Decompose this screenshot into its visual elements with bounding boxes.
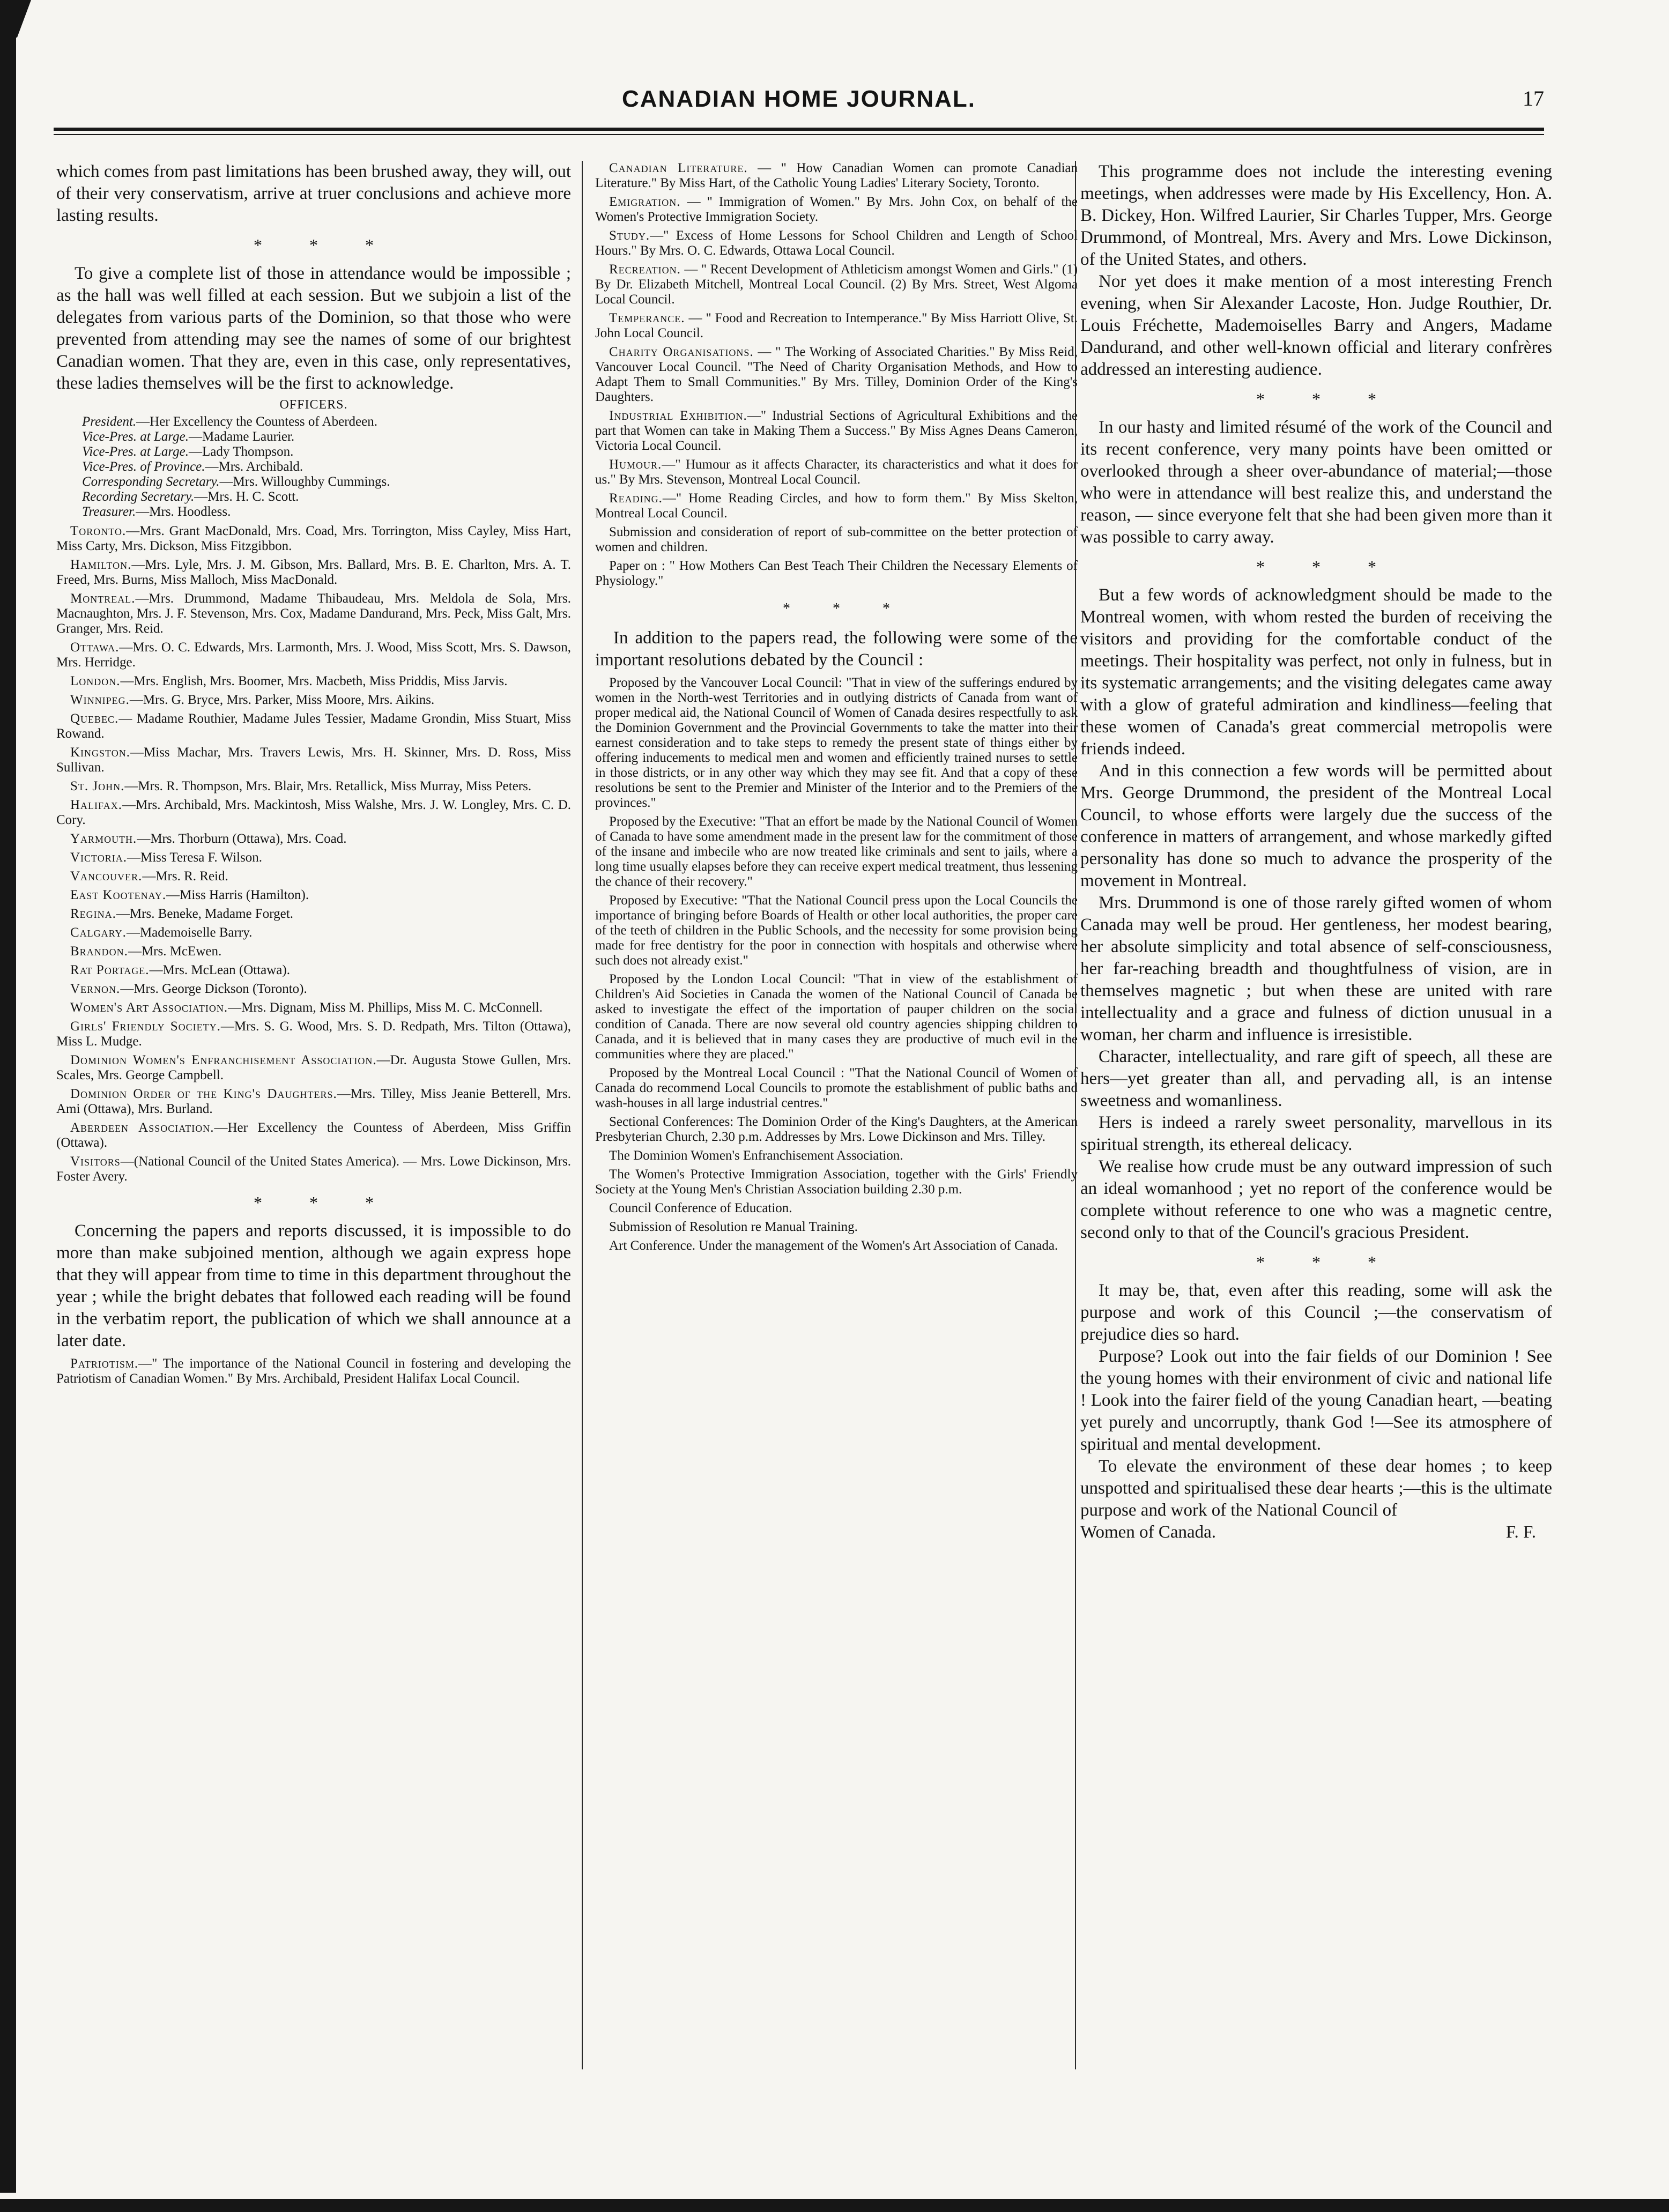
officer-entry: [56, 444, 571, 459]
delegate-names: —Mrs. Drummond, Madame Thibaudeau, Mrs. Meldola de Sola, Mrs. Macnaughton, Mrs. J. F. Stevenson, Mrs. Cox, Madame Dandurand, Mrs. Peck, Miss Galt, Mrs. Granger, Mrs. Reid.: [56, 591, 571, 636]
officer-name: —Lady Thompson.: [189, 444, 294, 459]
officer-role: President.: [82, 414, 137, 429]
delegate-names: —Mrs. Tilley, Miss Jeanie Betterell, Mrs. Ami (Ottawa), Mrs. Burland.: [56, 1087, 571, 1116]
column-middle: [595, 161, 1078, 2075]
delegate-city: Vernon.: [70, 982, 121, 996]
delegate-city: St. John.: [70, 779, 125, 793]
paper-text: —" The importance of the National Council in fostering and developing the Patriotism of Canadian Women." By Mrs. Archibald, President Halifax Local Council.: [56, 1356, 571, 1386]
officer-entry: [56, 504, 571, 519]
delegate-city: Halifax.: [70, 798, 122, 812]
delegate-names: —Mrs. George Dickson (Toronto).: [120, 982, 307, 996]
delegate-city: Kingston.: [70, 745, 130, 760]
delegate-names: —Mrs. S. G. Wood, Mrs. S. D. Redpath, Mrs. Tilton (Ottawa), Miss L. Mudge.: [56, 1019, 571, 1049]
officer-role: Vice-Pres. at Large.: [82, 429, 189, 444]
officer-role: Corresponding Secretary.: [82, 474, 220, 489]
delegate-names: —(National Council of the United States America). — Mrs. Lowe Dickinson, Mrs. Foster Avery.: [56, 1154, 571, 1184]
papers-list: [595, 161, 1078, 521]
paper-text: —" Excess of Home Lessons for School Children and Length of School Hours." By Mrs. O. C. Edwards, Ottawa Local Council.: [595, 228, 1078, 258]
section-separator: * * *: [1256, 389, 1398, 409]
paragraph: It may be, that, even after this reading, some will ask the purpose and work of this Council ;—the conservatism of prejudice dies so hard.: [1080, 1281, 1552, 1344]
paper-text: — " Recent Development of Athleticism amongst Women and Girls." (1) By Dr. Elizabeth Mitchell, Montreal Local Council. (2) By Mrs. Street, West Algoma Local Council.: [595, 262, 1078, 307]
delegate-names: —Mrs. R. Reid.: [142, 869, 228, 884]
resolution-entry: Proposed by the Montreal Local Council : "That the National Council of Women of Canada do recommend Local Councils to promote the establishment of public baths and wash-houses in all large industrial centres.": [595, 1066, 1078, 1110]
conference-entry: The Women's Protective Immigration Association, together with the Girls' Friendly Society at the Young Men's Christian Association building 2.30 p.m.: [595, 1167, 1078, 1197]
delegate-entry: [56, 1000, 571, 1015]
delegate-city: Toronto.: [70, 524, 127, 538]
delegate-entry: [56, 558, 571, 588]
page-number: 17: [1523, 86, 1544, 110]
delegate-names: —Dr. Augusta Stowe Gullen, Mrs. Scales, Mrs. George Campbell.: [56, 1053, 571, 1082]
paragraph: But a few words of acknowledgment should be made to the Montreal women, with whom rested the burden of receiving the visitors and providing for the comfortable conduct of the meetings. Their hospitality was perfect, not only in fulness, but in its systematic arrangements; and the visiting delegates came away with a glow of grateful admiration and kindliness—feeling that these women of Canada's great commercial metropolis were friends indeed.: [1080, 585, 1552, 759]
paragraph: Nor yet does it make mention of a most interesting French evening, when Sir Alexander Lacoste, Hon. Judge Routhier, Dr. Louis Fréchette, Mademoiselles Barry and Angers, Madame Dandurand, and other well-known official and literary confrères addressed an interesting audience.: [1080, 272, 1552, 379]
delegate-entry: [56, 674, 571, 689]
paper-entry: [56, 1356, 571, 1386]
delegate-city: Quebec.: [70, 711, 119, 726]
paper-heading: Temperance.: [609, 311, 685, 325]
delegate-city: Winnipeg.: [70, 693, 130, 707]
column-right: [1080, 161, 1552, 2075]
delegate-city: London.: [70, 674, 121, 688]
officer-name: —Mrs. H. C. Scott.: [194, 489, 299, 504]
delegate-names: —Miss Teresa F. Wilson.: [127, 850, 262, 865]
delegate-entry: [56, 779, 571, 794]
resolution-entry: Proposed by the Executive: "That an effort be made by the National Council of Women of Canada to have some amendment made in the present law for the commitment of those of the insane and imbecile who are now treated like criminals and sent to jails, where a long time usually elapses before they can receive expert medical treatment, thus lessening the chance of their recovery.": [595, 814, 1078, 889]
section-separator: * * *: [783, 600, 909, 617]
paper-heading: Industrial Exhibition.: [609, 409, 747, 423]
delegate-names: —Mrs. Dignam, Miss M. Phillips, Miss M. C. McConnell.: [228, 1000, 543, 1015]
paragraph: This programme does not include the interesting evening meetings, when addresses were made by His Excellency, Hon. A. B. Dickey, Hon. Wilfred Laurier, Sir Charles Tupper, Mrs. George Drummond, of Montreal, Mrs. Avery and Mrs. Lowe Dickinson, of the United States, and others.: [1080, 162, 1552, 269]
sectional-conferences: [595, 1115, 1078, 1253]
paper-heading: Emigration.: [609, 195, 681, 209]
paper-heading: Reading.: [609, 491, 663, 506]
paragraph: To elevate the environment of these dear homes ; to keep unspotted and spiritualised these dear hearts ;—this is the ultimate purpose and work of the National Council of: [1080, 1457, 1552, 1520]
column-divider: [582, 161, 583, 2069]
paper-entry: [595, 409, 1078, 454]
delegate-entry: [56, 888, 571, 903]
paper-entry: [595, 228, 1078, 258]
delegate-names: —Mrs. Archibald, Mrs. Mackintosh, Miss Walshe, Mrs. J. W. Longley, Mrs. C. D. Cory.: [56, 798, 571, 827]
delegate-entry: [56, 832, 571, 847]
officer-role: Recording Secretary.: [82, 489, 195, 504]
paragraph: In our hasty and limited résumé of the work of the Council and its recent conference, very many points have been omitted or overlooked through a sheer over-abundance of material;—those who were in attendance will best realize this, and understand the reason, — since everyone felt that she had been given more than it was possible to carry away.: [1080, 418, 1552, 547]
delegate-entry: [56, 1019, 571, 1049]
officer-name: —Mrs. Hoodless.: [136, 504, 231, 519]
paragraph: Purpose? Look out into the fair fields of our Dominion ! See the young homes with their environment of civic and national life ! Look into the fairer field of the young Canadian heart, —beating yet purely and uncorruptly, thank God !—See its atmosphere of spiritual and mental development.: [1080, 1347, 1552, 1454]
delegate-names: —Mrs. O. C. Edwards, Mrs. Larmonth, Mrs. J. Wood, Miss Scott, Mrs. S. Dawson, Mrs. Herridge.: [56, 640, 571, 670]
paper-heading: Recreation.: [609, 262, 681, 277]
paragraph: which comes from past limitations has been brushed away, they will, out of their very conservatism, arrive at truer conclusions and achieve more lasting results.: [56, 162, 571, 225]
delegate-entry: [56, 640, 571, 670]
delegate-city: Rat Portage.: [70, 963, 150, 977]
paper-text: —" Humour as it affects Character, its characteristics and what it does for us." By Mrs. Stevenson, Montreal Local Council.: [595, 457, 1078, 487]
delegate-names: —Her Excellency the Countess of Aberdeen, Miss Griffin (Ottawa).: [56, 1120, 571, 1150]
section-separator: * * *: [254, 1193, 395, 1212]
delegate-names: —Mademoiselle Barry.: [126, 925, 253, 940]
delegate-city: Vancouver.: [70, 869, 143, 884]
binding-edge: [0, 21, 16, 2193]
delegate-entry: [56, 524, 571, 554]
delegate-entry: [56, 869, 571, 884]
officers-heading: OFFICERS.: [279, 398, 348, 412]
delegate-city: Montreal.: [70, 591, 136, 606]
officer-entry: [56, 414, 571, 429]
paragraph: Character, intellectuality, and rare gift of speech, all these are hers—yet greater than all, and pervading all, is an intense sweetness and womanliness.: [1080, 1047, 1552, 1110]
officer-entry: [56, 489, 571, 504]
delegate-entry: [56, 925, 571, 940]
paragraph: Hers is indeed a rarely sweet personality, marvellous in its spiritual strength, its ethereal delicacy.: [1080, 1113, 1552, 1154]
delegate-entry: [56, 745, 571, 775]
paper-text: — " Immigration of Women." By Mrs. John Cox, on behalf of the Women's Protective Immigration Society.: [595, 195, 1078, 224]
delegate-city: Dominion Women's Enfranchisement Association.: [70, 1053, 377, 1067]
delegate-entry: [56, 907, 571, 922]
delegate-city: East Kootenay.: [70, 888, 167, 902]
delegate-entry: [56, 850, 571, 865]
paper-text: — " How Canadian Women can promote Canadian Literature." By Miss Hart, of the Catholic Young Ladies' Literary Society, Toronto.: [595, 161, 1078, 190]
delegate-entry: [56, 982, 571, 997]
officer-entry: [56, 474, 571, 489]
delegate-city: Calgary.: [70, 925, 127, 940]
paper-entry: [595, 161, 1078, 191]
delegate-names: —Mrs. McLean (Ottawa).: [149, 963, 290, 977]
delegate-names: —Mrs. English, Mrs. Boomer, Mrs. Macbeth, Miss Priddis, Miss Jarvis.: [120, 674, 508, 688]
paper-heading: Patriotism.: [70, 1356, 139, 1371]
paper-entry: [595, 311, 1078, 341]
delegate-entry: [56, 963, 571, 978]
delegate-names: —Mrs. Lyle, Mrs. J. M. Gibson, Mrs. Ballard, Mrs. B. E. Charlton, Mrs. A. T. Freed, Mrs. Burns, Miss Malloch, Miss MacDonald.: [56, 558, 571, 587]
delegate-names: —Mrs. McEwen.: [128, 944, 222, 959]
bottom-border: [0, 2199, 1669, 2212]
paper-text: — " Food and Recreation to Intemperance." By Miss Harriott Olive, St. John Local Council.: [595, 311, 1078, 340]
delegate-entry: [56, 944, 571, 959]
delegate-city: Ottawa.: [70, 640, 120, 655]
delegate-city: Girls' Friendly Society.: [70, 1019, 221, 1034]
officer-name: —Madame Laurier.: [189, 429, 295, 444]
conference-entry: Submission of Resolution re Manual Training.: [609, 1220, 858, 1234]
delegate-entry: [56, 693, 571, 708]
delegate-entry: [56, 1087, 571, 1117]
paragraph: To give a complete list of those in attendance would be impossible ; as the hall was well filled at each session. But we subjoin a list of the delegates from various parts of the Dominion, so that those who were prevented from attending may see the names of some of our brightest Canadian women. That they are, even in this case, only representatives, these ladies themselves will be the first to acknowledge.: [56, 264, 571, 393]
paragraph: Concerning the papers and reports discussed, it is impossible to do more than make subjoined mention, although we again express hope that they will appear from time to time in this department throughout the year ; while the bright debates that followed each reading will be found in the verbatim report, the publication of which we shall announce at a later date.: [56, 1221, 571, 1350]
delegate-names: —Mrs. R. Thompson, Mrs. Blair, Mrs. Retallick, Miss Murray, Miss Peters.: [124, 779, 532, 793]
paper-heading: Humour.: [609, 457, 662, 472]
officers-list: [56, 414, 571, 519]
delegate-names: —Mrs. Thorburn (Ottawa), Mrs. Coad.: [137, 832, 347, 846]
resolution-entry: Proposed by the London Local Council: "That in view of the establishment of Children's Aid Societies in Canada the women of the National Council of Canada be asked to investigate the effect of the importation of pauper children on the social condition of Canada. There are now several old country agencies shipping children to Canada, and it is believed that in many cases they are productive of much evil in the communities where they are placed.": [595, 972, 1078, 1062]
delegate-city: Visitors: [70, 1154, 121, 1169]
section-separator: * * *: [1256, 1252, 1398, 1272]
delegate-entry: [56, 1154, 571, 1184]
paper-heading: Charity Organisations.: [609, 345, 754, 359]
delegates-list: [56, 524, 571, 1184]
conference-entry: Council Conference of Education.: [609, 1201, 792, 1215]
delegate-city: Aberdeen Association.: [70, 1120, 214, 1135]
delegate-names: — Madame Routhier, Madame Jules Tessier, Madame Grondin, Miss Stuart, Miss Rowand.: [56, 711, 571, 741]
officer-entry: [56, 459, 571, 474]
closing-text: Women of Canada.: [1080, 1523, 1216, 1542]
delegate-city: Dominion Order of the King's Daughters.: [70, 1087, 337, 1101]
paragraph: We realise how crude must be any outward impression of such an ideal womanhood ; yet no report of the conference would be complete without reference to one who was a magnetic centre, second only to that of the Council's gracious President.: [1080, 1157, 1552, 1242]
paragraph: Submission and consideration of report of sub-committee on the better protection of women and children.: [595, 525, 1078, 554]
delegate-entry: [56, 711, 571, 741]
officer-role: Treasurer.: [82, 504, 136, 519]
delegate-names: —Miss Harris (Hamilton).: [166, 888, 309, 902]
delegate-entry: [56, 798, 571, 828]
closing-line: [1080, 1521, 1552, 1543]
page-header: [54, 80, 1544, 123]
conference-entry: Sectional Conferences: The Dominion Order of the King's Daughters, at the American Presbyterian Church, 2.30 p.m. Addresses by Mrs. Lowe Dickinson and Mrs. Tilley.: [595, 1115, 1078, 1144]
conference-entry: Art Conference. Under the management of the Women's Art Association of Canada.: [609, 1238, 1058, 1253]
officer-name: —Her Excellency the Countess of Aberdeen.: [136, 414, 377, 429]
officer-role: Vice-Pres. of Province.: [82, 459, 205, 474]
delegate-entry: [56, 591, 571, 636]
paragraph: Mrs. Drummond is one of those rarely gifted women of whom Canada may well be proud. Her gentleness, her modest bearing, her absolute simplicity and total absence of self-consciousness, her far-reaching breadth and thoughtfulness of vision, are in themselves magnetic ; but when these are united with rare intellectuality and a grace and fulness of diction unusual in a woman, her charm and influence is irresistible.: [1080, 893, 1552, 1044]
delegate-entry: [56, 1120, 571, 1150]
delegate-city: Women's Art Association.: [70, 1000, 228, 1015]
author-signature: F. F.: [1505, 1523, 1536, 1542]
officer-role: Vice-Pres. at Large.: [82, 444, 189, 459]
delegate-names: —Mrs. G. Bryce, Mrs. Parker, Miss Moore, Mrs. Aikins.: [129, 693, 435, 707]
paper-entry: [595, 345, 1078, 405]
paper-text: — " The Working of Associated Charities." By Miss Reid, Vancouver Local Council. "The Need of Charity Organisation Methods, and How to Adapt Them to Small Communities." By Mrs. Tilley, Dominion Order of the King's Daughters.: [595, 345, 1078, 404]
paper-heading: Study.: [609, 228, 650, 243]
section-separator: * * *: [1256, 557, 1398, 576]
paragraph: In addition to the papers read, the following were some of the important resolutions debated by the Council :: [595, 628, 1078, 670]
paper-text: —" Industrial Sections of Agricultural Exhibitions and the part that Women can take in Making Them a Success." By Miss Agnes Deans Cameron, Victoria Local Council.: [595, 409, 1078, 453]
journal-title: CANADIAN HOME JOURNAL.: [622, 86, 976, 112]
officer-name: —Mrs. Willoughby Cummings.: [219, 474, 390, 489]
officer-name: —Mrs. Archibald.: [205, 459, 303, 474]
paper-entry: [595, 195, 1078, 225]
header-rule: [54, 128, 1544, 131]
paper-heading: Canadian Literature.: [609, 161, 748, 175]
delegate-city: Hamilton.: [70, 558, 132, 572]
paragraph: Paper on : " How Mothers Can Best Teach Their Children the Necessary Elements of Physiology.": [595, 559, 1078, 588]
header-rule-thin: [54, 134, 1544, 135]
delegate-city: Yarmouth.: [70, 832, 137, 846]
delegate-city: Victoria.: [70, 850, 127, 865]
delegate-entry: [56, 1053, 571, 1083]
paper-text: —" Home Reading Circles, and how to form them." By Miss Skelton, Montreal Local Council.: [595, 491, 1078, 521]
delegate-names: —Miss Machar, Mrs. Travers Lewis, Mrs. H. Skinner, Mrs. D. Ross, Miss Sullivan.: [56, 745, 571, 775]
resolution-entry: Proposed by Executive: "That the National Council press upon the Local Councils the importance of bringing before Boards of Health or other local authorities, the proper care of the teeth of children in the Public Schools, and the necessity for some provision being made for free dentistry for the poor in connection with hospitals and otherwise where such does not already exist.": [595, 893, 1078, 968]
paper-entry: [595, 491, 1078, 521]
conference-entry: The Dominion Women's Enfranchisement Association.: [609, 1148, 903, 1163]
delegate-names: —Mrs. Beneke, Madame Forget.: [116, 907, 293, 921]
resolutions-list: [595, 676, 1078, 1111]
delegate-names: —Mrs. Grant MacDonald, Mrs. Coad, Mrs. Torrington, Miss Cayley, Miss Hart, Miss Carty, Mrs. Dickson, Miss Fitzgibbon.: [56, 524, 571, 553]
column-left: [56, 161, 571, 2075]
delegate-city: Regina.: [70, 907, 116, 921]
section-separator: * * *: [254, 235, 395, 255]
paragraph: And in this connection a few words will be permitted about Mrs. George Drummond, the president of the Montreal Local Council, to whose efforts were largely due the success of the conference in matters of arrangement, and whose markedly gifted personality has done so much to advance the prosperity of the movement in Montreal.: [1080, 761, 1552, 890]
paper-entry: [595, 262, 1078, 307]
resolution-entry: Proposed by the Vancouver Local Council: "That in view of the sufferings endured by women in the North-west Territories and in outlying districts of Canada from want of proper medical aid, the National Council of Women of Canada desires respectfully to ask the Dominion Government and the Provincial Governments to take the matter into their earnest consideration and to take steps to remedy the present state of things either by offering inducements to medical men and women and efficiently trained nurses to settle in those districts, or in any other way which they may see fit. And that a copy of these resolutions be sent to the Premier and Minister of the Interior and to the Premiers of the provinces.": [595, 676, 1078, 810]
paper-entry: [595, 457, 1078, 487]
delegate-city: Brandon.: [70, 944, 128, 959]
officer-entry: [56, 429, 571, 444]
